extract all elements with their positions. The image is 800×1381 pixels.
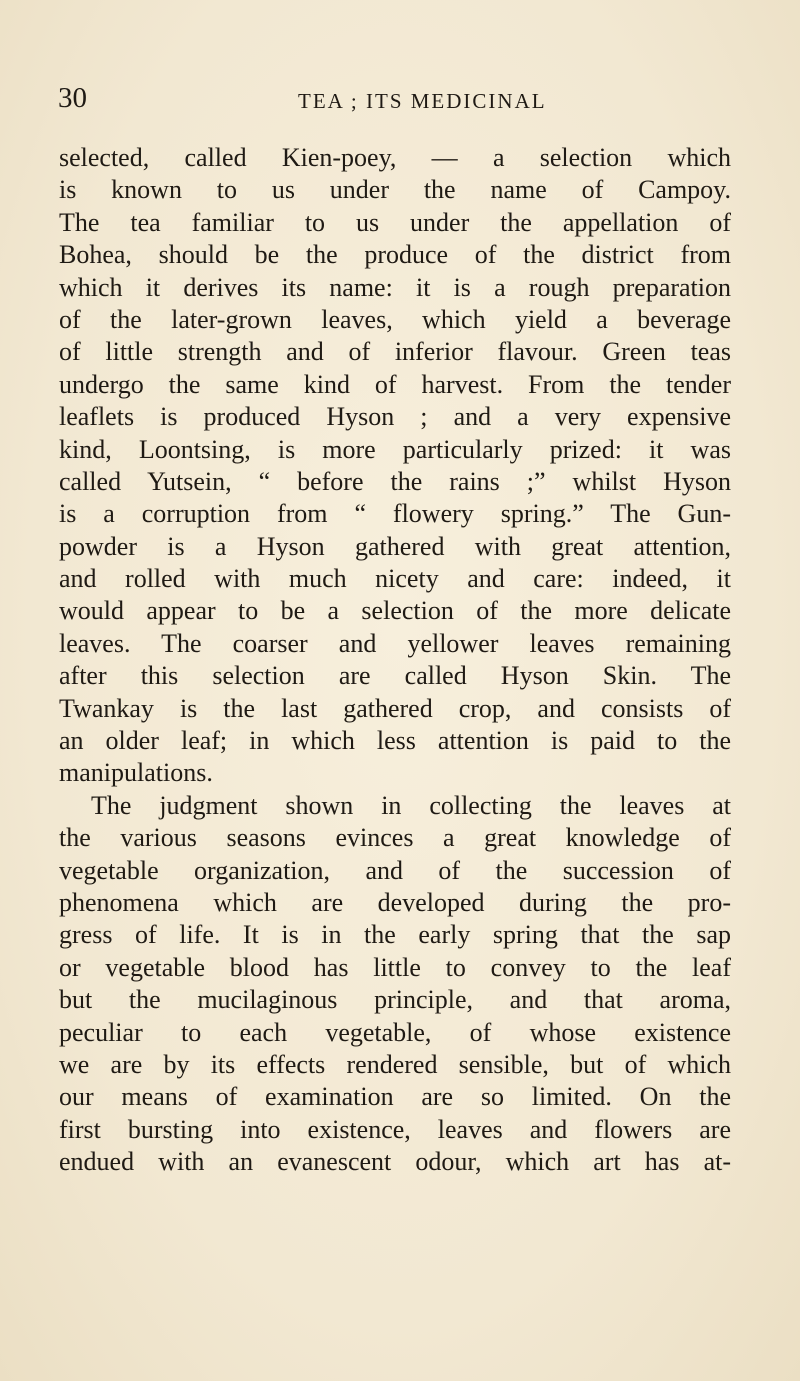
- text-line: first bursting into existence, leaves and flowers are: [59, 1114, 731, 1144]
- text-line: gress of life. It is in the early spring that the sap: [59, 920, 731, 950]
- text-line: The judgment shown in collecting the leaves at: [91, 790, 731, 820]
- text-line: selected, called Kien-poey, — a selection which: [59, 143, 731, 172]
- text-line: after this selection are called Hyson Skin. The: [59, 661, 731, 691]
- body-text: [59, 142, 731, 1179]
- text-line: Twankay is the last gathered crop, and consists of: [59, 693, 731, 723]
- text-line: is a corruption from “ flowery spring.” The Gun-: [59, 499, 731, 529]
- text-line: of the later-grown leaves, which yield a beverage: [59, 304, 731, 334]
- text-line: is known to us under the name of Campoy.: [59, 175, 731, 205]
- text-line: leaves. The coarser and yellower leaves remaining: [59, 628, 731, 658]
- text-line: The tea familiar to us under the appellation of: [59, 207, 731, 237]
- page-number: 30: [58, 82, 87, 114]
- text-line: phenomena which are developed during the pro-: [59, 887, 731, 917]
- text-line: endued with an evanescent odour, which art has at-: [59, 1147, 731, 1177]
- text-line: kind, Loontsing, is more particularly prized: it was: [59, 434, 731, 464]
- text-line: Bohea, should be the produce of the district from: [59, 240, 731, 270]
- text-line: called Yutsein, “ before the rains ;” whilst Hyson: [59, 466, 731, 496]
- text-line: and rolled with much nicety and care: indeed, it: [59, 564, 731, 594]
- text-line: of little strength and of inferior flavour. Green teas: [59, 337, 731, 367]
- text-line: leaflets is produced Hyson ; and a very expensive: [59, 402, 731, 432]
- text-line: which it derives its name: it is a rough preparation: [59, 272, 731, 302]
- text-line: vegetable organization, and of the succession of: [59, 855, 731, 885]
- text-line: would appear to be a selection of the more delicate: [59, 596, 731, 626]
- text-line: undergo the same kind of harvest. From the tender: [59, 369, 731, 399]
- page-header: [0, 82, 800, 122]
- text-line: the various seasons evinces a great knowledge of: [59, 823, 731, 853]
- text-line: our means of examination are so limited. On the: [59, 1082, 731, 1112]
- text-line: but the mucilaginous principle, and that aroma,: [59, 985, 731, 1015]
- text-line: peculiar to each vegetable, of whose existence: [59, 1017, 731, 1047]
- text-line: we are by its effects rendered sensible, but of which: [59, 1049, 731, 1079]
- text-line: an older leaf; in which less attention is paid to the: [59, 726, 731, 756]
- running-head: TEA ; ITS MEDICINAL: [298, 89, 547, 113]
- text-line: manipulations.: [59, 758, 213, 788]
- text-line: or vegetable blood has little to convey to the leaf: [59, 952, 731, 982]
- text-line: powder is a Hyson gathered with great attention,: [59, 531, 731, 561]
